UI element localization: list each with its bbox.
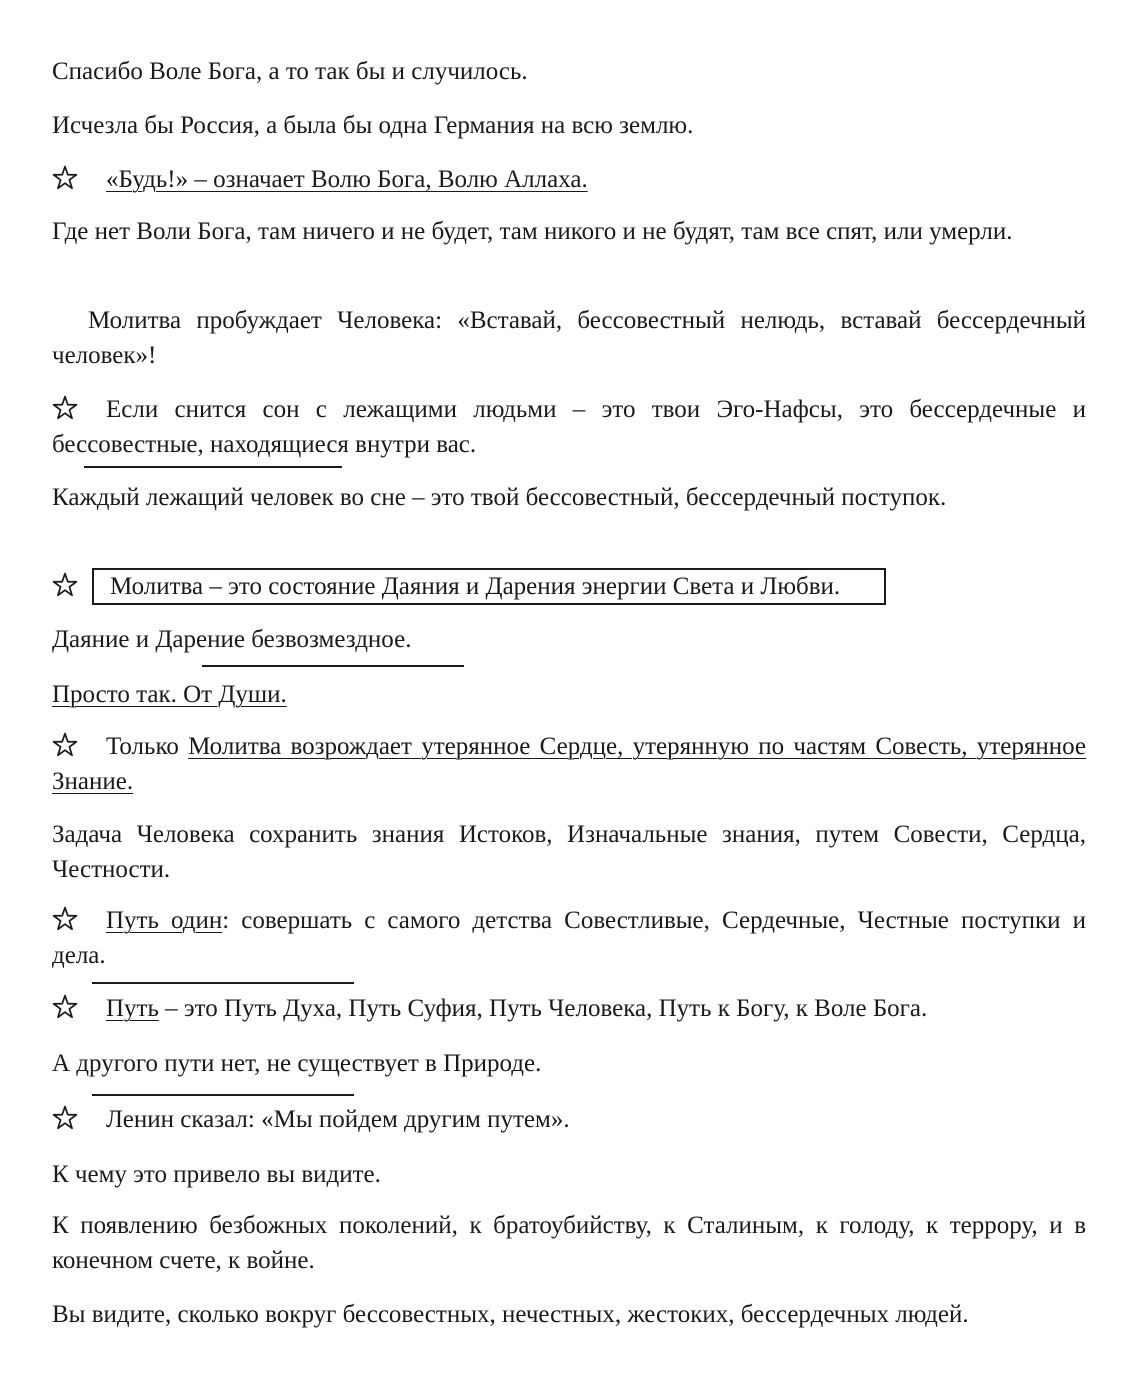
star-outline-icon xyxy=(52,991,106,1026)
paragraph-1: Спасибо Воле Бога, а то так бы и случилось. xyxy=(52,58,528,85)
paragraph-19: Вы видите, сколько вокруг бессовестных, нечестных, жестоких, бессердечных людей. xyxy=(52,1301,969,1328)
paragraph-10: Просто так. От Души. xyxy=(52,681,287,708)
star-outline-icon xyxy=(52,162,106,197)
paragraph-13: Путь один: совершать с самого детства Совестливые, Сердечные, Честные поступки и дела. xyxy=(52,903,1086,973)
star-outline-icon xyxy=(52,1102,106,1137)
paragraph-15: А другого пути нет, не существует в Природе. xyxy=(52,1050,542,1077)
paragraph-17: К чему это привело вы видите. xyxy=(52,1161,381,1188)
star-outline-icon xyxy=(52,903,106,938)
paragraph-18: К появлению безбожных поколений, к братоубийству, к Сталиным, к голоду, к террору, и в конечном счете, к войне. xyxy=(52,1212,1086,1274)
paragraph-5: Молитва пробуждает Человека: «Вставай, бессовестный нелюдь, вставай бессердечный человек»! xyxy=(52,307,1086,369)
paragraph-14: Путь – это Путь Духа, Путь Суфия, Путь Человека, Путь к Богу, к Воле Бога. xyxy=(52,991,1086,1026)
boxed-statement: Молитва – это состояние Даяния и Дарения энергии Света и Любви. xyxy=(92,568,886,605)
paragraph-8 xyxy=(52,568,1086,605)
paragraph-2: Исчезла бы Россия, а была бы одна Германия на всю землю. xyxy=(52,112,694,139)
paragraph-6: Если снится сон с лежащими людьми – это твои Эго-Нафсы, это бессердечные и бессовестные, находящиеся внутри вас. xyxy=(52,392,1086,462)
divider-rule xyxy=(84,466,342,468)
divider-rule xyxy=(202,665,464,667)
divider-rule xyxy=(92,1094,354,1096)
paragraph-4: Где нет Воли Бога, там ничего и не будет, там никого и не будят, там все спят, или умерли. xyxy=(52,218,1013,245)
divider-rule xyxy=(92,982,354,984)
paragraph-11: Только Молитва возрождает утерянное Сердце, утерянную по частям Совесть, утерянное Знание. xyxy=(52,729,1086,799)
paragraph-16: Ленин сказал: «Мы пойдем другим путем». xyxy=(52,1102,1086,1137)
star-outline-icon xyxy=(52,729,106,764)
paragraph-7: Каждый лежащий человек во сне – это твой бессовестный, бессердечный поступок. xyxy=(52,484,947,511)
paragraph-12: Задача Человека сохранить знания Истоков, Изначальные знания, путем Совести, Сердца, Честности. xyxy=(52,821,1086,883)
star-outline-icon xyxy=(52,392,106,427)
paragraph-3: «Будь!» – означает Волю Бога, Волю Аллаха. xyxy=(52,162,1086,197)
paragraph-9: Даяние и Дарение безвозмездное. xyxy=(52,626,412,653)
